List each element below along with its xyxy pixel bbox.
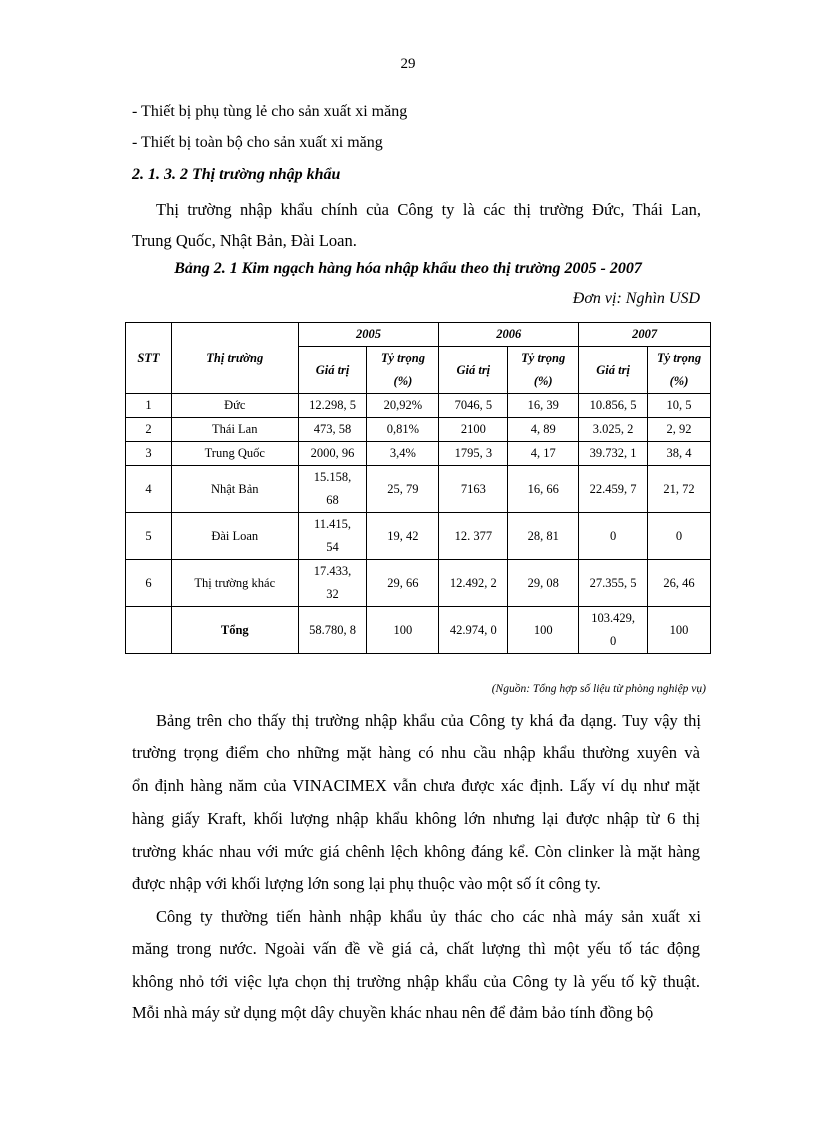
paragraph1-line-4: hàng giấy Kraft, khối lượng nhập khẩu không lớn nhưng lại được nhập từ 6 thị: [132, 809, 700, 828]
header-share-2006: Tỷ trọng (%): [508, 347, 579, 394]
cell-share: 21, 72: [648, 466, 711, 513]
cell-market: Nhật Bản: [171, 466, 298, 513]
cell-share: 0: [648, 513, 711, 560]
cell-market: Thị trường khác: [171, 560, 298, 607]
cell-value: 39.732, 1: [579, 442, 648, 466]
header-year-2007: 2007: [579, 323, 711, 347]
cell-value: 12. 377: [439, 513, 508, 560]
paragraph2-line-2: măng trong nước. Ngoài vấn đề về giá cả, chất lượng thì một yếu tố tác động: [132, 939, 700, 958]
header-value-2005: Giá trị: [298, 347, 367, 394]
cell-market: Trung Quốc: [171, 442, 298, 466]
cell-value: 11.415, 54: [298, 513, 367, 560]
cell-stt: 1: [126, 394, 172, 418]
cell-share: 25, 79: [367, 466, 439, 513]
bullet-complete-equipment: - Thiết bị toàn bộ cho sản xuất xi măng: [132, 134, 383, 151]
table-total-row: [126, 607, 711, 654]
paragraph1-line-2: trường trọng điểm cho những mặt hàng có nhu cầu nhập khẩu thường xuyên và: [132, 743, 700, 762]
paragraph1-line-3: ổn định hàng năm của VINACIMEX vẫn chưa được xác định. Lấy ví dụ như mặt: [132, 776, 700, 795]
section-heading: 2. 1. 3. 2 Thị trường nhập khẩu: [132, 166, 341, 183]
cell-stt: 3: [126, 442, 172, 466]
cell-share: 16, 39: [508, 394, 579, 418]
cell-share: 100: [648, 607, 711, 654]
cell-share: 20,92%: [367, 394, 439, 418]
cell-value: 7163: [439, 466, 508, 513]
cell-share: 100: [508, 607, 579, 654]
cell-total-label: Tổng: [171, 607, 298, 654]
cell-share: 29, 66: [367, 560, 439, 607]
cell-share: 19, 42: [367, 513, 439, 560]
table-row: [126, 394, 711, 418]
paragraph2-line-1: Công ty thường tiến hành nhập khẩu ủy thác cho các nhà máy sản xuất xi: [156, 907, 701, 926]
cell-value: 58.780, 8: [298, 607, 367, 654]
cell-share: 10, 5: [648, 394, 711, 418]
import-market-table: [125, 322, 711, 654]
header-share-2007: Tỷ trọng (%): [648, 347, 711, 394]
header-year-2006: 2006: [439, 323, 579, 347]
cell-value: 12.298, 5: [298, 394, 367, 418]
cell-value: 2100: [439, 418, 508, 442]
cell-share: 4, 17: [508, 442, 579, 466]
header-value-2007: Giá trị: [579, 347, 648, 394]
table-unit: Đơn vị: Nghìn USD: [572, 290, 700, 307]
cell-value: 10.856, 5: [579, 394, 648, 418]
cell-share: 28, 81: [508, 513, 579, 560]
cell-value: 7046, 5: [439, 394, 508, 418]
cell-value: 22.459, 7: [579, 466, 648, 513]
cell-value: 17.433, 32: [298, 560, 367, 607]
header-market: Thị trường: [171, 323, 298, 394]
header-value-2006: Giá trị: [439, 347, 508, 394]
paragraph1-line-5: trường khác nhau với mức giá chênh lệch không đáng kể. Còn clinker là mặt hàng: [132, 842, 700, 861]
intro-line-1: Thị trường nhập khẩu chính của Công ty là các thị trường Đức, Thái Lan,: [156, 200, 701, 219]
paragraph2-line-3: không nhỏ tới việc lựa chọn thị trường nhập khẩu của Công ty là yếu tố kỹ thuật.: [132, 972, 700, 991]
cell-share: 100: [367, 607, 439, 654]
cell-stt: 4: [126, 466, 172, 513]
cell-share: 38, 4: [648, 442, 711, 466]
paragraph2-line-4: Mỗi nhà máy sử dụng một dây chuyền khác nhau nên để đảm bảo tính đồng bộ: [132, 1003, 654, 1022]
table-row: [126, 466, 711, 513]
cell-value: 0: [579, 513, 648, 560]
cell-stt: 5: [126, 513, 172, 560]
intro-line-2: Trung Quốc, Nhật Bản, Đài Loan.: [132, 231, 357, 250]
paragraph1-line-1: Bảng trên cho thấy thị trường nhập khẩu của Công ty khá đa dạng. Tuy vậy thị: [156, 711, 701, 730]
table-row: [126, 560, 711, 607]
cell-market: Thái Lan: [171, 418, 298, 442]
cell-share: 3,4%: [367, 442, 439, 466]
cell-value: 473, 58: [298, 418, 367, 442]
cell-stt: [126, 607, 172, 654]
cell-stt: 6: [126, 560, 172, 607]
table-row: [126, 418, 711, 442]
cell-share: 29, 08: [508, 560, 579, 607]
cell-value: 12.492, 2: [439, 560, 508, 607]
header-stt: STT: [126, 323, 172, 394]
cell-value: 3.025, 2: [579, 418, 648, 442]
cell-share: 4, 89: [508, 418, 579, 442]
paragraph1-line-6: được nhập với khối lượng lớn song lại phụ thuộc vào một số ít công ty.: [132, 874, 601, 893]
cell-value: 103.429, 0: [579, 607, 648, 654]
cell-value: 1795, 3: [439, 442, 508, 466]
header-year-2005: 2005: [298, 323, 439, 347]
cell-share: 16, 66: [508, 466, 579, 513]
table-source: (Nguồn: Tổng hợp số liệu từ phòng nghiệp vụ): [491, 683, 706, 695]
cell-value: 15.158, 68: [298, 466, 367, 513]
page-number: 29: [400, 56, 416, 72]
table-title: Bảng 2. 1 Kim ngạch hàng hóa nhập khẩu theo thị trường 2005 - 2007: [174, 260, 642, 277]
cell-value: 42.974, 0: [439, 607, 508, 654]
cell-market: Đức: [171, 394, 298, 418]
bullet-spare-parts: - Thiết bị phụ tùng lẻ cho sản xuất xi măng: [132, 103, 408, 120]
cell-value: 2000, 96: [298, 442, 367, 466]
cell-stt: 2: [126, 418, 172, 442]
cell-market: Đài Loan: [171, 513, 298, 560]
cell-share: 2, 92: [648, 418, 711, 442]
cell-share: 0,81%: [367, 418, 439, 442]
table-row: [126, 513, 711, 560]
table-row: [126, 442, 711, 466]
cell-value: 27.355, 5: [579, 560, 648, 607]
header-share-2005: Tỷ trọng (%): [367, 347, 439, 394]
cell-share: 26, 46: [648, 560, 711, 607]
